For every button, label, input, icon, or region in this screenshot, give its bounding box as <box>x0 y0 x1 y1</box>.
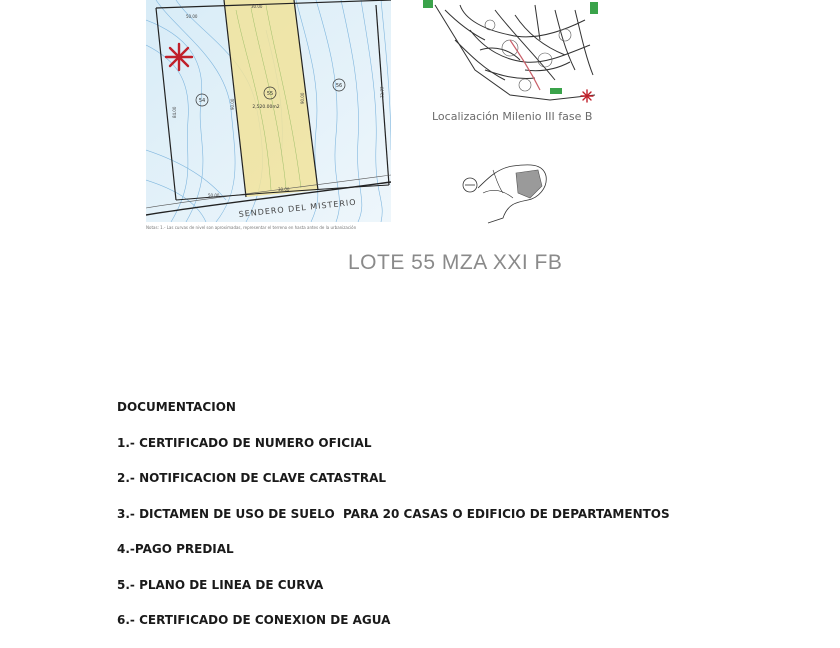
street-name-label: SENDERO DEL MISTERIO <box>238 197 357 220</box>
measure-label: 90.00 <box>300 92 305 104</box>
location-marker-icon <box>581 90 593 102</box>
measure-label: 73.77 <box>380 86 385 98</box>
documentation-section <box>117 399 817 648</box>
plan-note: Notas: 1.- Las curvas de nivel son aproximadas, representar el terreno en hasta antes de la urbanización <box>146 225 357 230</box>
lot-54-label: 54 <box>198 98 206 104</box>
topographic-lot-plan <box>146 0 391 222</box>
street-network <box>435 5 595 100</box>
measure-label: 30.00 <box>251 4 263 9</box>
lot-area-label: 2,520.00m2 <box>252 105 280 110</box>
lot-title: LOTE 55 MZA XXI FB <box>348 251 563 274</box>
measure-label: 30.00 <box>278 187 290 192</box>
measure-label: 50.00 <box>208 193 220 198</box>
lot-56-label: 56 <box>335 83 343 89</box>
location-marker-icon <box>166 44 192 70</box>
lot-55-label: 55 <box>266 91 274 97</box>
documentation-item: 2.- NOTIFICACION DE CLAVE CATASTRAL <box>117 471 387 485</box>
documentation-item: 5.- PLANO DE LINEA DE CURVA <box>117 577 324 592</box>
region-shape <box>516 170 542 198</box>
measure-label: 90.00 <box>230 98 235 110</box>
green-area <box>550 88 562 94</box>
location-map <box>415 0 605 110</box>
green-area <box>590 2 598 14</box>
documentation-item: 1.- CERTIFICADO DE NUMERO OFICIAL <box>117 435 372 450</box>
documentation-heading: DOCUMENTACION <box>117 400 236 414</box>
documentation-item: 4.-PAGO PREDIAL <box>117 542 234 556</box>
measure-label: 50.00 <box>186 14 198 19</box>
measure-label: 84.00 <box>172 106 177 118</box>
green-area <box>423 0 433 8</box>
documentation-item: 6.- CERTIFICADO DE CONEXION DE AGUA <box>117 613 391 627</box>
documentation-item: 3.- DICTAMEN DE USO DE SUELO PARA 20 CASAS O EDIFICIO DE DEPARTAMENTOS <box>117 506 670 521</box>
regional-sketch <box>458 158 553 226</box>
location-map-caption: Localización Milenio III fase B <box>432 110 593 123</box>
